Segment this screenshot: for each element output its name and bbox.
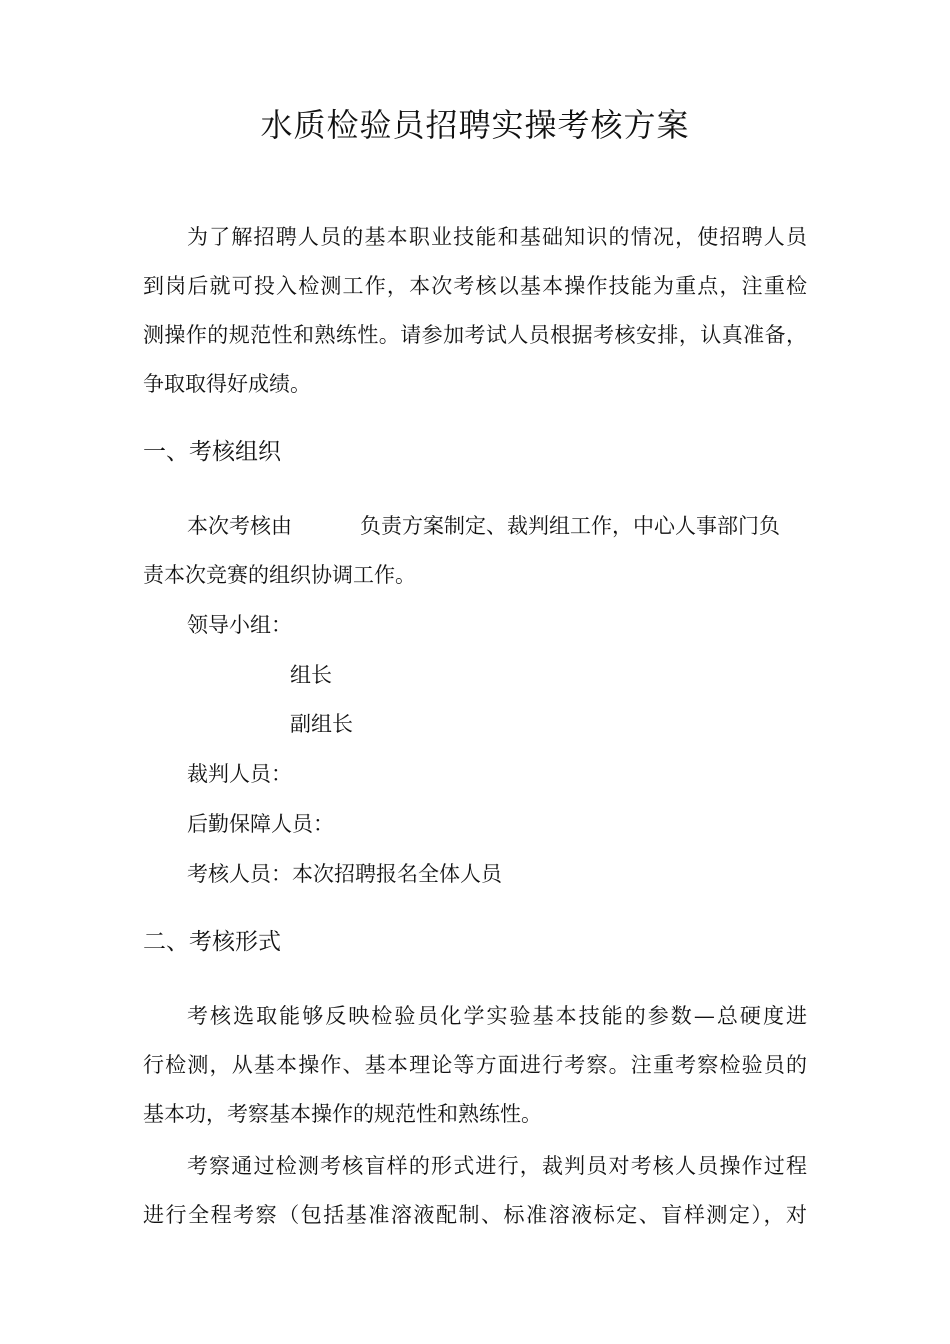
deputy-leader-label: 副组长 (290, 712, 353, 736)
section-1-heading: 一、考核组织 (143, 439, 281, 465)
leader-label: 组长 (290, 663, 332, 687)
section-2-heading: 二、考核形式 (143, 929, 281, 955)
section-2-p2-line-1: 考察通过检测考核盲样的形式进行，裁判员对考核人员操作过程 (187, 1154, 807, 1178)
examinees-line: 考核人员：本次招聘报名全体人员 (187, 862, 502, 886)
section-2-p1-line-1: 考核选取能够反映检验员化学实验基本技能的参数—总硬度进 (187, 1004, 807, 1028)
document-title: 水质检验员招聘实操考核方案 (260, 106, 690, 144)
logistics-label: 后勤保障人员： (187, 812, 334, 836)
intro-line-3: 测操作的规范性和熟练性。请参加考试人员根据考核安排，认真准备， (143, 323, 807, 347)
intro-line-4: 争取取得好成绩。 (143, 372, 311, 396)
intro-line-1: 为了解招聘人员的基本职业技能和基础知识的情况，使招聘人员 (187, 225, 807, 249)
section-1-paragraph-line-2: 责本次竞赛的组织协调工作。 (143, 563, 416, 587)
section-2-p1-line-2: 行检测，从基本操作、基本理论等方面进行考察。注重考察检验员的 (143, 1053, 807, 1077)
leaders-label: 领导小组： (187, 613, 292, 637)
section-2-p2-line-2: 进行全程考察（包括基准溶液配制、标准溶液标定、盲样测定），对 (143, 1203, 807, 1227)
judges-label: 裁判人员： (187, 762, 292, 786)
intro-line-2: 到岗后就可投入检测工作，本次考核以基本操作技能为重点，注重检 (143, 274, 807, 298)
section-1-paragraph-text-b: 负责方案制定、裁判组工作，中心人事部门负 (360, 514, 780, 538)
section-2-p1-line-3: 基本功，考察基本操作的规范性和熟练性。 (143, 1102, 542, 1126)
section-1-paragraph-line-1 (187, 511, 780, 541)
section-1-paragraph-text-a: 本次考核由 (187, 514, 292, 538)
